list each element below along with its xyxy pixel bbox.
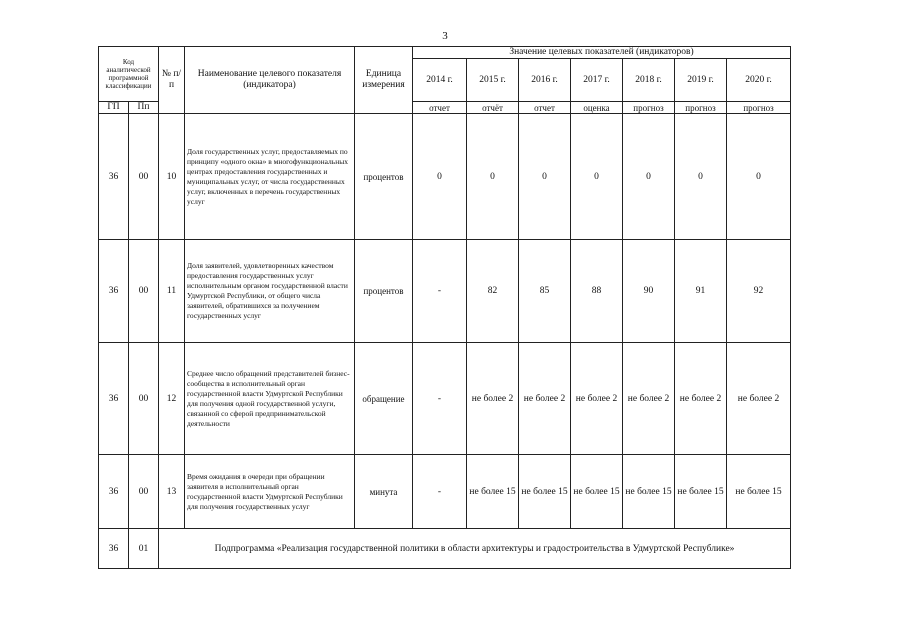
pp-header: Пп [129,102,159,114]
value-cell: 0 [467,114,519,240]
value-cell: 85 [519,240,571,343]
value-cell: 0 [675,114,727,240]
unit-cell: процентов [355,114,413,240]
value-cell: не более 2 [675,343,727,455]
value-cell: не более 2 [571,343,623,455]
table-row [99,455,791,529]
value-cell: 0 [413,114,467,240]
gp-header: ГП [99,102,129,114]
value-cell: не более 15 [727,455,791,529]
pp-code-cell: 01 [129,529,159,569]
pp-code-cell: 00 [129,343,159,455]
status-header: прогноз [727,102,791,114]
value-cell: 0 [623,114,675,240]
code-header: Код аналитической программной классификации [99,47,159,102]
value-cell: 0 [571,114,623,240]
indicator-name-cell: Доля заявителей, удовлетворенных качеством предоставления государственных услуг исполнительным органом государственной власти Удмуртской Республики, от общего числа заявителей, обратившихся за получением государственных услуг [185,240,355,343]
row-number-cell: 10 [159,114,185,240]
value-cell: не более 2 [467,343,519,455]
status-header: прогноз [675,102,727,114]
indicator-name-cell: Среднее число обращений представителей бизнес-сообщества в исполнительный орган государственной власти Удмуртской Республики для получения одной государственной услуги, связанной со сферой предпринимательской деятельности [185,343,355,455]
indicator-name-cell: Доля государственных услуг, предоставляемых по принципу «одного окна» в многофункциональных центрах предоставления государственных и муниципальных услуг, от числа государственных услуг, включенных в перечень государственных услуг [185,114,355,240]
value-cell: 82 [467,240,519,343]
pp-code-cell: 00 [129,455,159,529]
value-cell: 92 [727,240,791,343]
value-cell: 0 [727,114,791,240]
value-cell: не более 15 [623,455,675,529]
row-number-cell: 11 [159,240,185,343]
indicators-table [98,46,791,569]
table-row [99,240,791,343]
year-header: 2016 г. [519,59,571,102]
indicator-name-cell: Время ожидания в очереди при обращении заявителя в исполнительный орган государственной власти Удмуртской Республики для получения государственных услуг [185,455,355,529]
table-row [99,343,791,455]
table-row [99,114,791,240]
status-header: отчет [413,102,467,114]
value-cell: - [413,240,467,343]
subprogram-title: Подпрограмма «Реализация государственной политики в области архитектуры и градостроительства в Удмуртской Республике» [159,529,791,569]
status-header: оценка [571,102,623,114]
value-cell: не более 2 [519,343,571,455]
row-number-cell: 13 [159,455,185,529]
name-header: Наименование целевого показателя (индикатора) [185,47,355,114]
pp-code-cell: 00 [129,114,159,240]
values-header: Значение целевых показателей (индикаторов) [413,47,791,59]
year-header: 2014 г. [413,59,467,102]
year-header: 2017 г. [571,59,623,102]
page-number: 3 [442,30,448,42]
unit-cell: минута [355,455,413,529]
value-cell: 88 [571,240,623,343]
gp-code-cell: 36 [99,114,129,240]
unit-cell: процентов [355,240,413,343]
gp-code-cell: 36 [99,455,129,529]
value-cell: не более 2 [727,343,791,455]
value-cell: не более 15 [467,455,519,529]
value-cell: 90 [623,240,675,343]
year-header: 2018 г. [623,59,675,102]
pp-code-cell: 00 [129,240,159,343]
gp-code-cell: 36 [99,343,129,455]
value-cell: не более 15 [571,455,623,529]
status-header: прогноз [623,102,675,114]
value-cell: - [413,455,467,529]
value-cell: 91 [675,240,727,343]
year-header: 2015 г. [467,59,519,102]
gp-code-cell: 36 [99,529,129,569]
value-cell: - [413,343,467,455]
unit-cell: обращение [355,343,413,455]
status-header: отчёт [467,102,519,114]
value-cell: не более 15 [519,455,571,529]
value-cell: не более 2 [623,343,675,455]
gp-code-cell: 36 [99,240,129,343]
value-cell: не более 15 [675,455,727,529]
row-number-cell: 12 [159,343,185,455]
status-header: отчет [519,102,571,114]
year-header: 2019 г. [675,59,727,102]
value-cell: 0 [519,114,571,240]
year-header: 2020 г. [727,59,791,102]
subprogram-row [99,529,791,569]
unit-header: Единица измерения [355,47,413,114]
num-header: № п/п [159,47,185,114]
